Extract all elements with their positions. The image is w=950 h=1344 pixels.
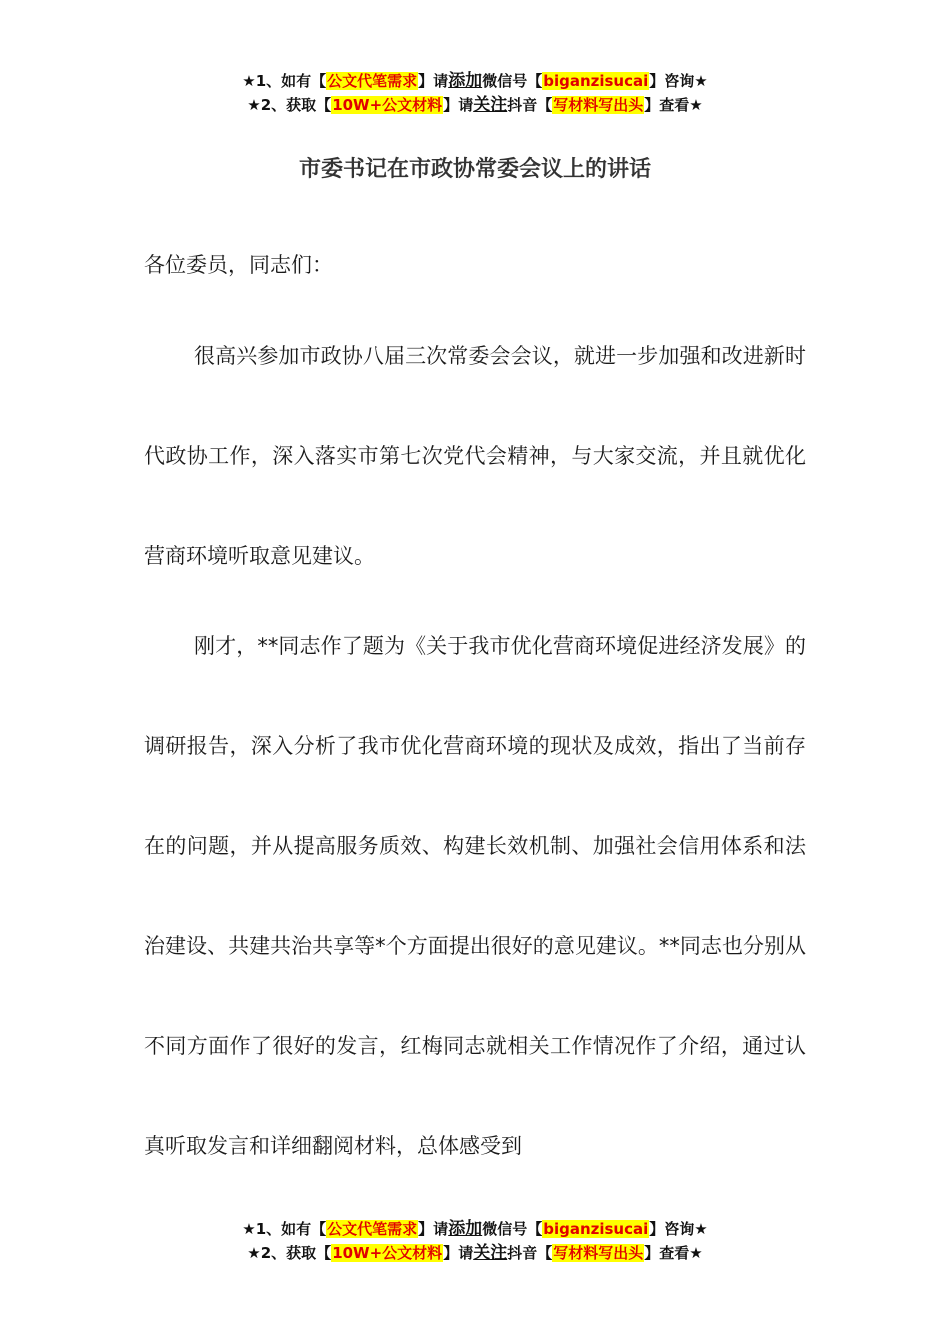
promo-emphasis: 关注 [473, 95, 508, 115]
promo-line-1 [0, 69, 950, 93]
promo-highlight-materials: 10W+公文材料 [332, 1244, 443, 1262]
promo-emphasis: 添加 [448, 71, 483, 91]
promo-text: 】请 [443, 96, 474, 114]
promo-highlight-materials: 10W+公文材料 [332, 96, 443, 114]
body-paragraph-2: 刚才，**同志作了题为《关于我市优化营商环境促进经济发展》的调研报告，深入分析了我市优化营商环境的现状及成效，指出了当前存在的问题，并从提高服务质效、构建长效机制、加强社会信用体系和法治建设、共建共治共享等*个方面提出很好的意见建议。**同志也分别从不同方面作了很好的发言，红梅同志就相关工作情况作了介绍，通过认真听取发言和详细翻阅材料，总体感受到 [144, 634, 806, 1158]
promo-text: 】请 [418, 72, 449, 90]
promo-text: 】咨询★ [649, 72, 708, 90]
promo-emphasis: 关注 [473, 1243, 508, 1263]
promo-highlight-wechat: biganzisucai [543, 1220, 649, 1238]
document-title: 市委书记在市政协常委会议上的讲话 [298, 157, 651, 182]
promo-highlight-douyin: 写材料写出头 [553, 96, 644, 114]
promo-text: 】咨询★ [649, 1220, 708, 1238]
promo-text: ★1、如有【 [242, 1220, 327, 1238]
promo-highlight-wechat: biganzisucai [543, 72, 649, 90]
promo-text: 】查看★ [644, 96, 703, 114]
promo-text: 】请 [418, 1220, 449, 1238]
promo-text: ★2、获取【 [247, 1244, 332, 1262]
promo-line-2 [0, 93, 950, 117]
promo-banner-top [0, 69, 950, 117]
promo-text: 微信号【 [482, 1220, 543, 1238]
salutation: 各位委员，同志们： [144, 253, 333, 277]
promo-text: 抖音【 [507, 96, 553, 114]
promo-text: 】请 [443, 1244, 474, 1262]
promo-highlight-service: 公文代笔需求 [327, 1220, 418, 1238]
promo-text: ★2、获取【 [247, 96, 332, 114]
promo-highlight-douyin: 写材料写出头 [553, 1244, 644, 1262]
promo-text: 抖音【 [507, 1244, 553, 1262]
promo-banner-bottom [0, 1217, 950, 1265]
promo-text: ★1、如有【 [242, 72, 327, 90]
promo-line-1 [0, 1217, 950, 1241]
promo-text: 】查看★ [644, 1244, 703, 1262]
promo-highlight-service: 公文代笔需求 [327, 72, 418, 90]
promo-emphasis: 添加 [448, 1219, 483, 1239]
promo-line-2 [0, 1241, 950, 1265]
promo-text: 微信号【 [482, 72, 543, 90]
body-paragraph-1: 很高兴参加市政协八届三次常委会会议，就进一步加强和改进新时代政协工作，深入落实市第七次党代会精神，与大家交流，并且就优化营商环境听取意见建议。 [144, 344, 806, 568]
